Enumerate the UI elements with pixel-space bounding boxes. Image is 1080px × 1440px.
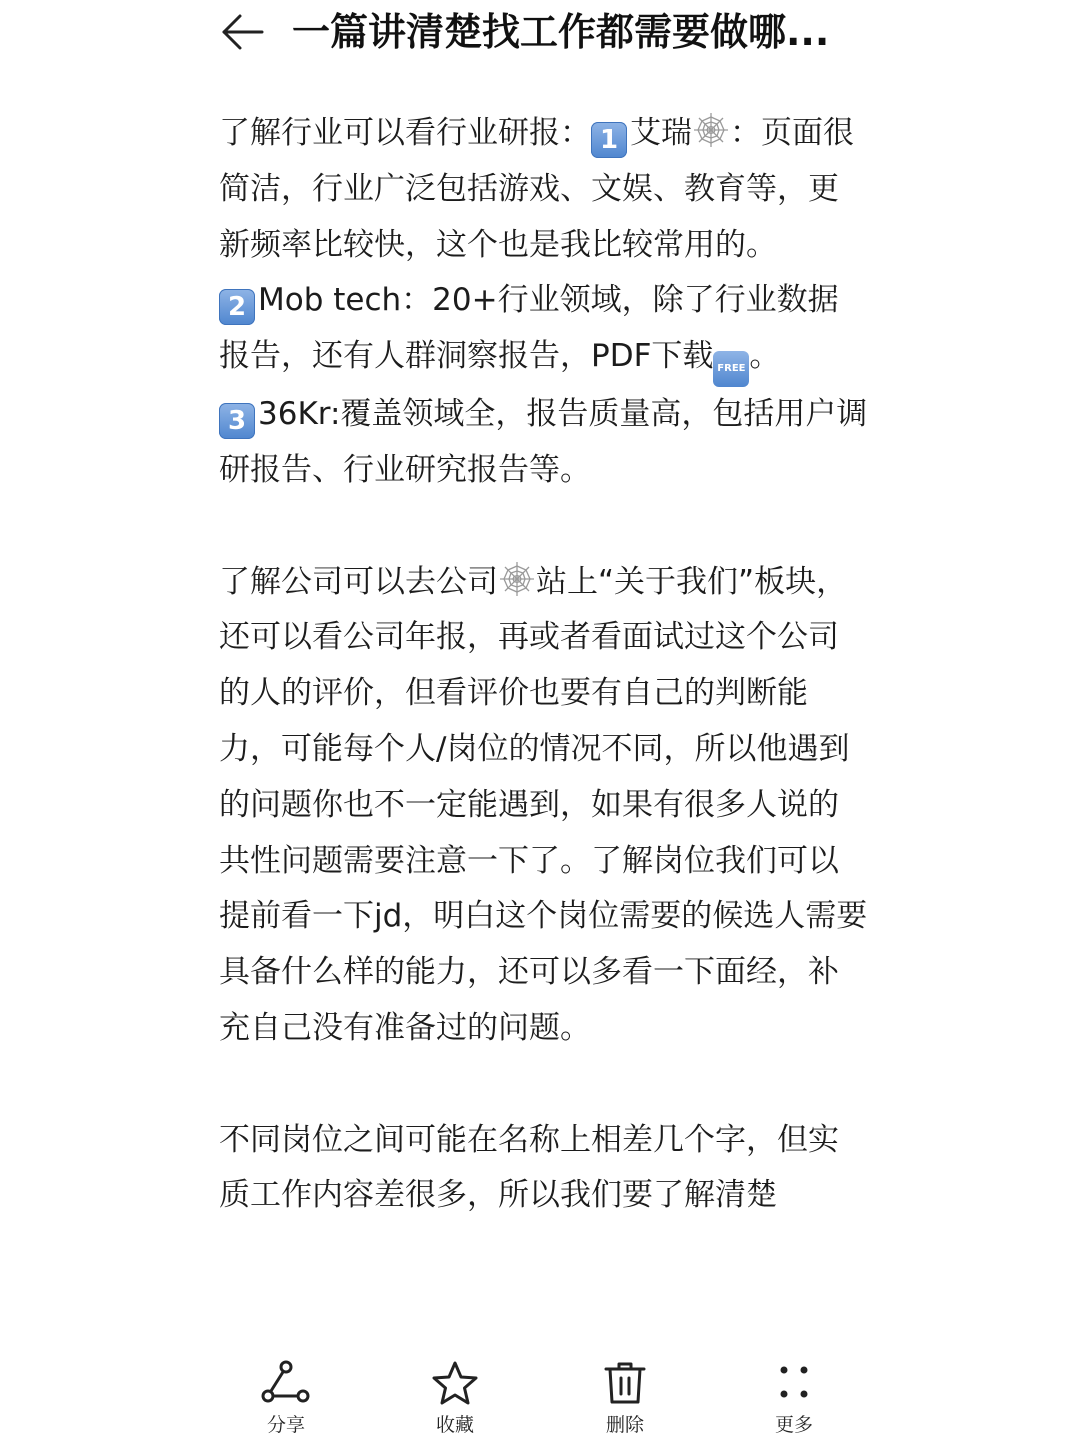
- share-button[interactable]: [236, 1360, 336, 1438]
- p1-source-3-desc: 36Kr:覆盖领域全，报告质量高，包括用户调研报告、行业研究报告等。: [219, 396, 868, 488]
- p1-source-1-name: 艾瑞: [630, 115, 692, 151]
- p1-intro: 了解行业可以看行业研报：: [219, 115, 591, 151]
- p1-source-1-desc: ：页面很简洁，行业广泛包括游戏、文娱、教育等，更新频率比较快，这个也是我比较常用的。: [219, 115, 854, 263]
- paragraph-company-research: [219, 555, 869, 1057]
- free-badge-icon: FREE: [713, 351, 749, 387]
- star-icon: [429, 1360, 481, 1406]
- more-label: 更多: [774, 1414, 813, 1436]
- favorite-button[interactable]: [405, 1360, 505, 1438]
- delete-button[interactable]: [575, 1360, 675, 1438]
- back-arrow-icon[interactable]: [218, 10, 266, 54]
- delete-label: 删除: [605, 1414, 644, 1436]
- trash-icon: [599, 1360, 651, 1406]
- article-body: [219, 106, 869, 1224]
- share-label: 分享: [266, 1414, 305, 1436]
- paragraph-industry-research: [219, 106, 869, 499]
- p1-source-2-desc: Mob tech：20+行业领域，除了行业数据报告，还有人群洞察报告，PDF下载: [219, 282, 839, 375]
- page-title: 一篇讲清楚找工作都需要做哪...: [292, 10, 830, 54]
- more-dots-icon: [768, 1360, 820, 1406]
- p1-source-2-end: 。: [749, 338, 781, 375]
- p2-part-2: 站上“关于我们”板块，还可以看公司年报，再或者看面试过这个公司的人的评价，但看评价也要有自己的判断能力，可能每个人/岗位的情况不同，所以他遇到的问题你也不一定能遇到，如果有很多人说的共性问题需要注意一下了。了解岗位我们可以提前看一下jd，明白这个岗位需要的候选人需要具备什么样的能力，还可以多看一下面经，补充自己没有准备过的问题。: [219, 563, 868, 1046]
- header-bar: [0, 0, 1080, 72]
- p2-part-1: 了解公司可以去公司: [219, 563, 498, 600]
- spider-web-icon: [692, 111, 730, 149]
- share-icon: [260, 1360, 312, 1406]
- number-1-icon: 1: [591, 122, 627, 158]
- paragraph-job-differences: 不同岗位之间可能在名称上相差几个字，但实质工作内容差很多，所以我们要了解清楚: [219, 1121, 839, 1214]
- more-button[interactable]: [744, 1360, 844, 1438]
- number-3-icon: 3: [219, 403, 255, 439]
- number-2-icon: 2: [219, 289, 255, 325]
- favorite-label: 收藏: [435, 1414, 474, 1436]
- spider-web-icon: [498, 560, 536, 598]
- bottom-toolbar: [0, 1350, 1080, 1440]
